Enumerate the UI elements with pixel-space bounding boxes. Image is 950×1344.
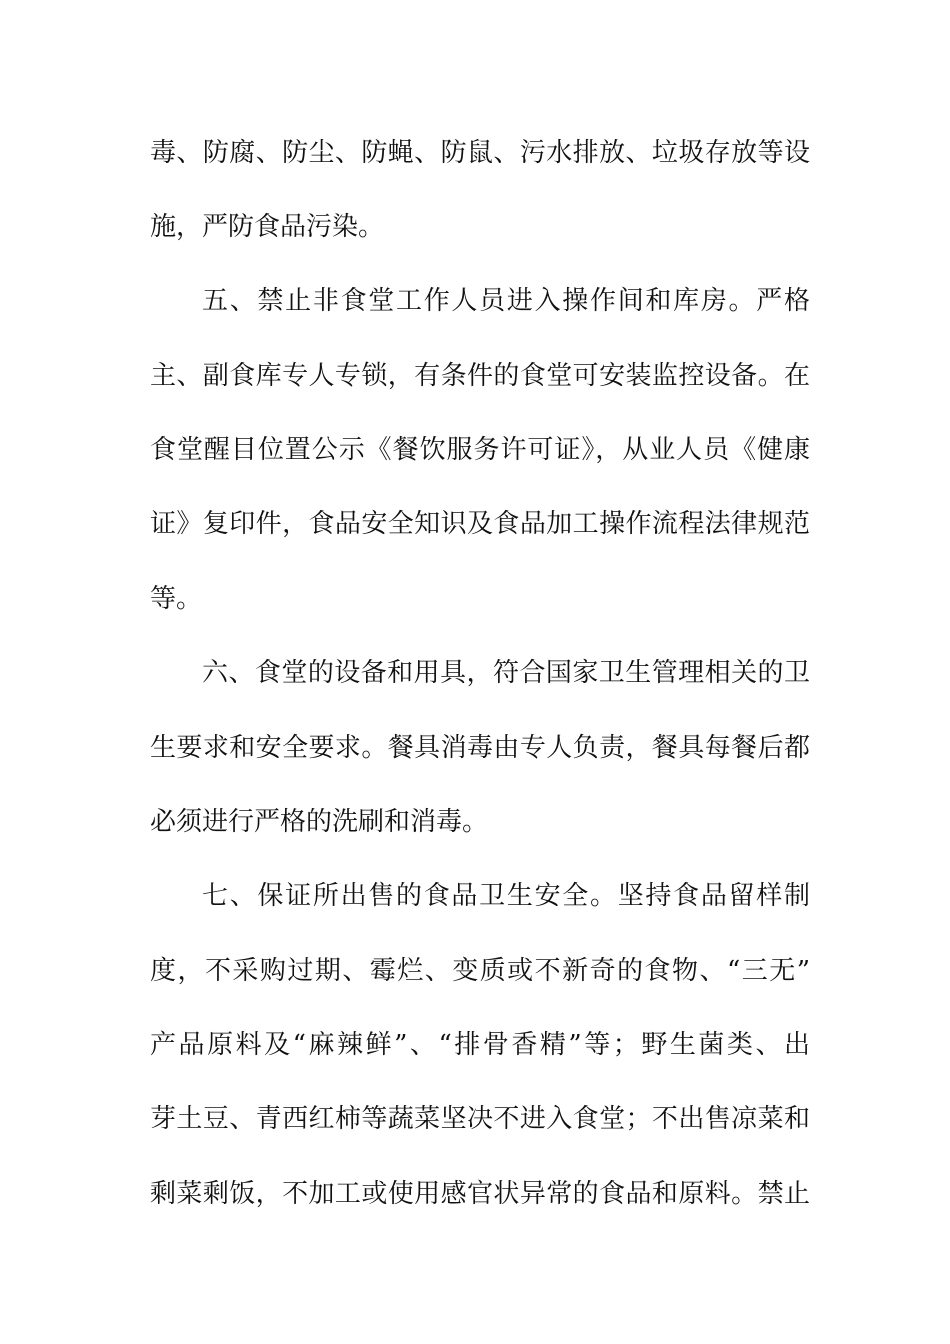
text-line: 剩菜剩饭，不加工或使用感官状异常的食品和原料。禁止 [150,1179,810,1209]
text-line: 必须进行严格的洗刷和消毒。 [150,807,489,837]
text-line: 食堂醒目位置公示《餐饮服务许可证》，从业人员《健康 [150,435,810,465]
paragraph-six-start: 六、食堂的设备和用具，符合国家卫生管理相关的卫 [202,658,810,688]
text-line: 生要求和安全要求。餐具消毒由专人负责，餐具每餐后都 [150,733,810,763]
text-line: 证》复印件，食品安全知识及食品加工操作流程法律规范 [150,509,810,539]
text-line: 芽土豆、青西红柿等蔬菜坚决不进入食堂；不出售凉菜和 [150,1104,810,1134]
text-line: 施，严防食品污染。 [150,212,385,242]
paragraph-five-start: 五、禁止非食堂工作人员进入操作间和库房。严格 [202,286,810,316]
text-line: 产品原料及“麻辣鲜”、“排骨香精”等；野生菌类、出 [150,1030,810,1060]
text-line: 主、副食库专人专锁，有条件的食堂可安装监控设备。在 [150,361,810,391]
text-line: 等。 [150,584,203,614]
text-line: 度，不采购过期、霉烂、变质或不新奇的食物、“三无” [150,956,810,986]
paragraph-seven-start: 七、保证所出售的食品卫生安全。坚持食品留样制 [202,881,810,911]
text-line: 毒、防腐、防尘、防蝇、防鼠、污水排放、垃圾存放等设 [150,138,810,168]
